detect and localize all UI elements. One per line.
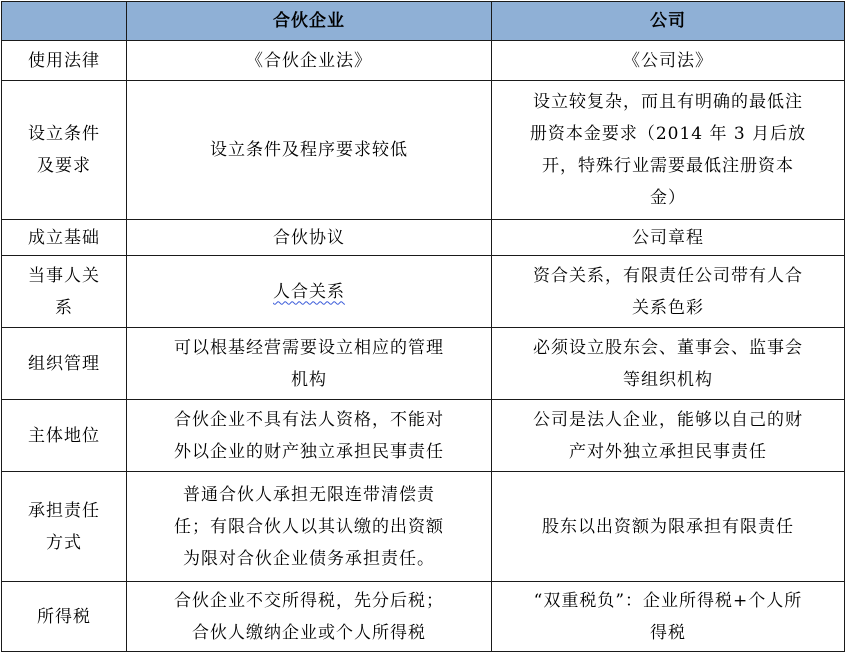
- row-label: 承担责任 方式: [2, 472, 127, 582]
- row-label: 设立条件 及要求: [2, 81, 127, 220]
- partnership-cell: 合伙协议: [127, 220, 492, 256]
- company-cell: 公司是法人企业，能够以自己的财 产对外独立承担民事责任: [492, 400, 845, 472]
- table-row: [2, 472, 845, 582]
- partnership-cell: [127, 256, 492, 328]
- partnership-cell: 设立条件及程序要求较低: [127, 81, 492, 220]
- partnership-cell: 《合伙企业法》: [127, 41, 492, 81]
- header-row: [2, 2, 845, 41]
- row-label: 主体地位: [2, 400, 127, 472]
- comparison-table: [1, 1, 845, 652]
- company-cell: 《公司法》: [492, 41, 845, 81]
- table-row: [2, 220, 845, 256]
- company-cell: 资合关系，有限责任公司带有人合 关系色彩: [492, 256, 845, 328]
- row-label: 所得税: [2, 582, 127, 652]
- header-company: 公司: [492, 2, 845, 41]
- table-row: [2, 256, 845, 328]
- row-label: 组织管理: [2, 328, 127, 400]
- partnership-cell: 可以根基经营需要设立相应的管理 机构: [127, 328, 492, 400]
- table-row: [2, 81, 845, 220]
- table-row: [2, 582, 845, 652]
- table-row: [2, 400, 845, 472]
- header-blank-cell: [2, 2, 127, 41]
- partnership-cell: 合伙企业不具有法人资格，不能对 外以企业的财产独立承担民事责任: [127, 400, 492, 472]
- company-cell: 设立较复杂，而且有明确的最低注 册资本金要求（2014 年 3 月后放 开，特殊行业需要最低注册资本 金）: [492, 81, 845, 220]
- company-cell: “双重税负”：企业所得税+个人所 得税: [492, 582, 845, 652]
- company-cell: 公司章程: [492, 220, 845, 256]
- row-label: 当事人关 系: [2, 256, 127, 328]
- table-row: [2, 41, 845, 81]
- row-label: 使用法律: [2, 41, 127, 81]
- header-partnership: 合伙企业: [127, 2, 492, 41]
- company-cell: 股东以出资额为限承担有限责任: [492, 472, 845, 582]
- company-cell: 必须设立股东会、董事会、监事会 等组织机构: [492, 328, 845, 400]
- partnership-cell: 合伙企业不交所得税，先分后税； 合伙人缴纳企业或个人所得税: [127, 582, 492, 652]
- row-label: 成立基础: [2, 220, 127, 256]
- table-row: [2, 328, 845, 400]
- partnership-cell: 普通合伙人承担无限连带清偿责 任；有限合伙人以其认缴的出资额 为限对合伙企业债务承担责任。: [127, 472, 492, 582]
- spellcheck-text: 人合关系: [273, 281, 345, 302]
